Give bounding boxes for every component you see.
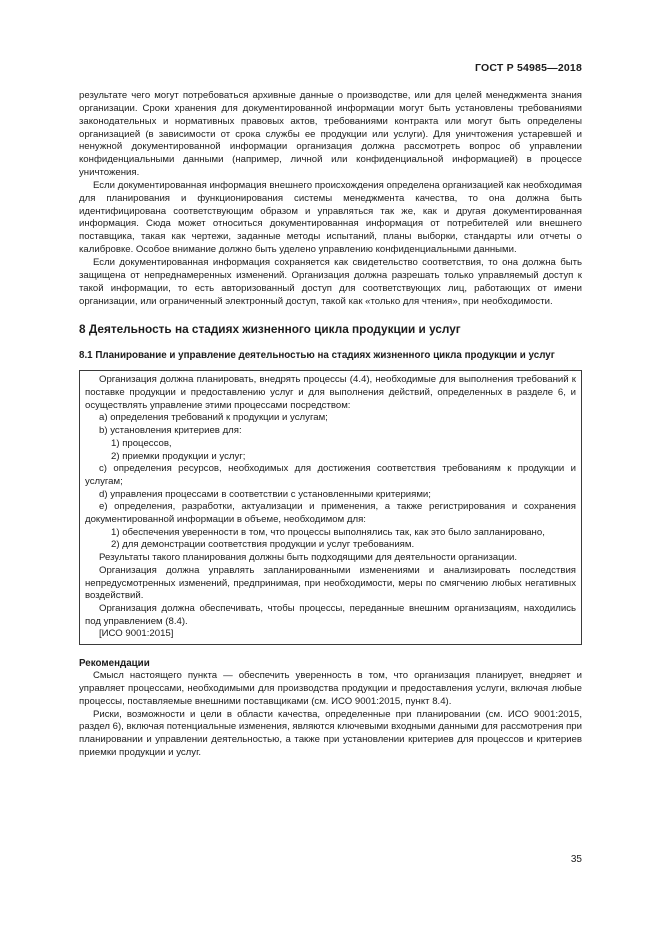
quote-lead: Организация должна планировать, внедрять процессы (4.4), необходимые для выполнения требований к поставке продукции и предоставлению услуг и для выполнения действий, определенных в разделе 6, и осуществлять управление этими процессами посредством: — [85, 374, 576, 411]
document-header: ГОСТ Р 54985—2018 — [474, 62, 582, 74]
quote-paragraph: Результаты такого планирования должны быть подходящими для деятельности организации. — [99, 552, 517, 564]
list-item: d) управления процессами в соответствии с установленными критериями; — [99, 488, 431, 500]
section-heading: 8 Деятельность на стадиях жизненного цикла продукции и услуг — [79, 322, 461, 337]
page-number: 35 — [570, 854, 582, 865]
page-body — [79, 90, 582, 760]
list-item: b) установления критериев для: — [99, 425, 242, 437]
quote-source: [ИСО 9001:2015] — [99, 628, 174, 640]
quote-paragraph: Организация должна управлять запланированными изменениями и анализировать последствия непредусмотренных изменений, предпринимая, при необходимости, меры по смягчению любых негативных воздействий. — [85, 564, 576, 602]
subsection-heading: 8.1 Планирование и управление деятельностью на стадиях жизненного цикла продукции и услуг — [79, 350, 555, 362]
intro-paragraph: Если документированная информация сохраняется как свидетельство соответствия, то она должна быть защищена от непреднамеренных изменений. Организация должна разрешать только управляемый доступ к такой информации, то есть авторизованный доступ для соответствующих лиц, работающих от имени организации, или ограниченный электронный доступ, такой как «только для чтения», при необходимости. — [79, 256, 582, 307]
list-item: e) определения, разработки, актуализации и применения, а также регистрирования и сохранения документированной информации в объеме, необходимом для: — [85, 501, 576, 526]
iso-quote-box — [79, 370, 582, 645]
list-subitem: 2) приемки продукции и услуг; — [111, 450, 246, 462]
recommendations-paragraph: Смысл настоящего пункта — обеспечить уверенность в том, что организация планирует, внедряет и управляет процессами, необходимыми для производства продукции и предоставления услуги, включая любые процессы, поставляемые внешними поставщиками (см. ИСО 9001:2015, пункт 8.4). — [79, 670, 582, 707]
intro-paragraph: Если документированная информация внешнего происхождения определена организацией как необходимая для планирования и функционирования системы менеджмента качества, то она должна быть идентифицирована соответствующим образом и управляться так же, как и другая документированная информация. Сюда может относиться документированная информация от потребителей или внешнего поставщика, такая как чертежи, заданные методы испытаний, планы выборки, стандарты или отчеты о калибровке. Особое внимание должно быть уделено управлению конфиденциальными данными. — [79, 179, 582, 256]
recommendations-paragraph: Риски, возможности и цели в области качества, определенные при планировании (см. ИСО 9001:2015, раздел 6), включая потенциальные изменения, являются ключевыми входными данными для рассмотрения при планировании и управлении деятельностью, а также при установлении критериев для процессов и критериев приемки продукции и услуг. — [79, 708, 582, 759]
list-subitem: 2) для демонстрации соответствия продукции и услуг требованиям. — [111, 539, 415, 551]
list-subitem: 1) обеспечения уверенности в том, что процессы выполнялись так, как это было запланировано, — [111, 526, 545, 538]
intro-paragraph: результате чего могут потребоваться архивные данные о производстве, или для целей менеджмента знания организации. Сроки хранения для документированной информации могут быть установлены требованиями законодательных и нормативных правовых актов, требованиями контракта или могут быть определены организацией (в зависимости от срока службы ее продукции или услуги). Для уничтожения устаревшей и ненужной документированной информации организация должна рассмотреть вопрос об управлении конфиденциальными данными (например, личной или конфиденциальной информацией) в процессе уничтожения. — [79, 90, 582, 179]
list-subitem: 1) процессов, — [111, 437, 172, 449]
recommendations-heading: Рекомендации — [79, 658, 150, 670]
list-item: a) определения требований к продукции и услугам; — [99, 412, 328, 424]
list-item: c) определения ресурсов, необходимых для достижения соответствия требованиям к продукции и услугам; — [85, 463, 576, 487]
quote-paragraph: Организация должна обеспечивать, чтобы процессы, переданные внешним организациям, находились под управлением (8.4). — [85, 603, 576, 627]
